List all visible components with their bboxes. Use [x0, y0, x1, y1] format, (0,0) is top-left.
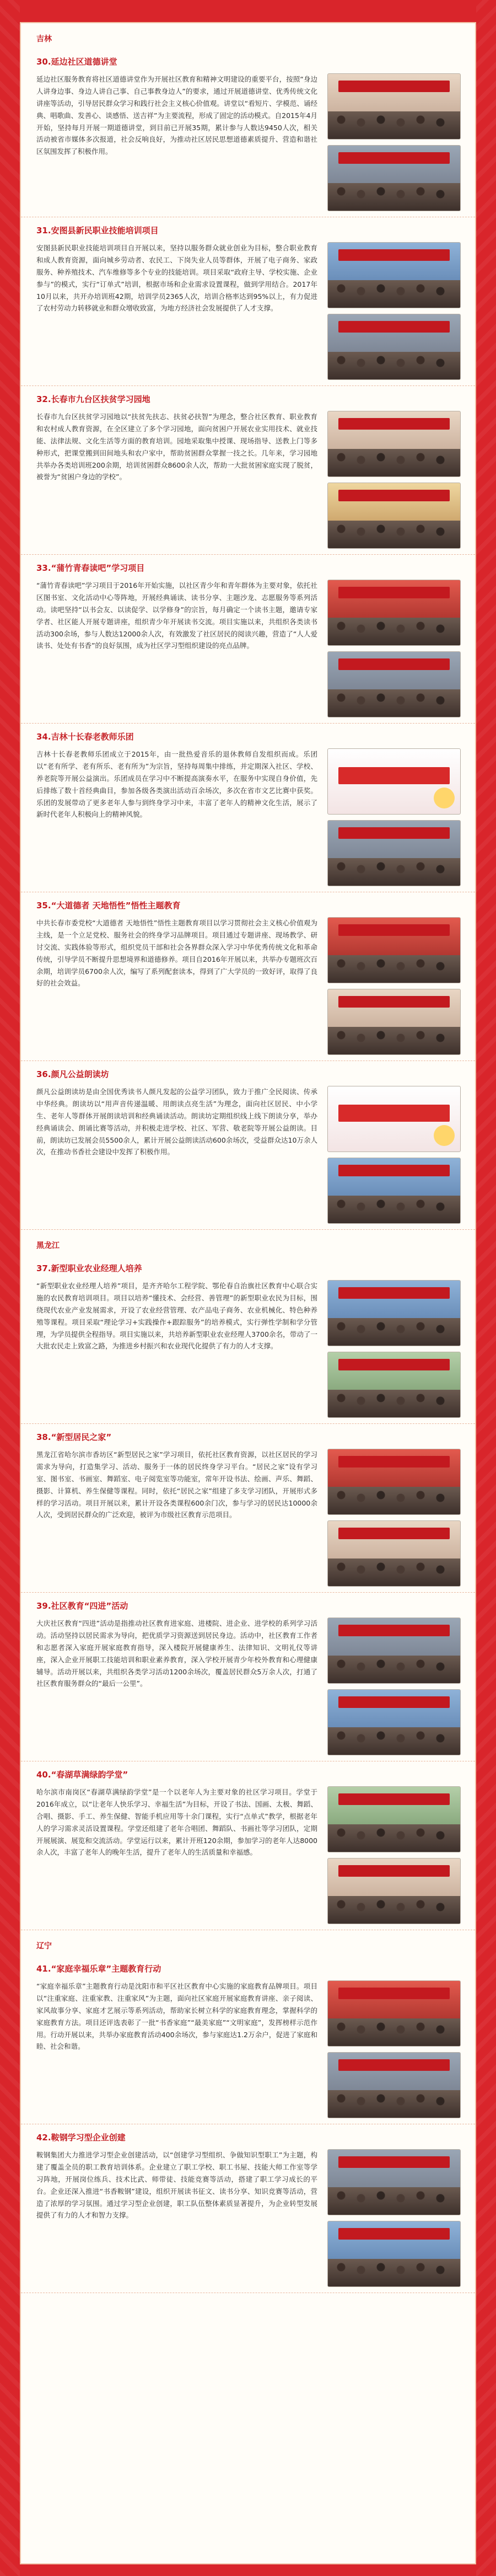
event-photo: [327, 1520, 461, 1587]
project-section: [21, 49, 475, 217]
event-photo: [327, 314, 461, 380]
photo-column: [327, 1280, 460, 1418]
event-photo: [327, 651, 461, 717]
event-photo: [327, 411, 461, 477]
photo-column: [327, 917, 460, 1055]
section-title: 39.社区教育“四进”活动: [36, 1601, 128, 1611]
section-text: 长春市九台区扶贫学习园地以“扶贫先扶志、扶贫必扶智”为理念，整合社区教育、职业教育和农村成人教育资源，在全区建立了多个学习园地，面向贫困户开展农业实用技术、就业技能、法律法规、文化生活等方面的教育培训。园地采取集中授课、现场指导、送教上门等多种形式，把课堂搬到田间地头和农户家中，帮助贫困群众掌握一技之长。几年来，学习园地共举办各类培训班200余期，培训贫困群众8600余人次，帮助一大批贫困家庭实现了脱贫，被誉为“贫困户身边的学校”。: [36, 413, 317, 481]
section-body: [36, 1086, 460, 1224]
section-title: 35.“大道德者 天地悟性”悟性主题教育: [36, 901, 181, 911]
event-photo: [327, 1786, 461, 1852]
section-text: 颜凡公益朗读坊是由全国优秀读书人颜凡发起的公益学习团队，致力于推广全民阅读、传承中华经典。朗读坊以“用声音传递温暖、用朗读点亮生活”为理念，面向社区居民、中小学生、老年人等群体开展朗读培训和经典诵读活动。朗读坊定期组织线上线下朗读分享，举办经典诵读会、朗诵比赛等活动，并积极走进学校、社区、军营、敬老院等开展公益朗读。目前，朗读坊已发展会员5500余人，累计开展公益朗读活动600余场次，受益群众达10万余人次，在推动书香社会建设中发挥了积极作用。: [36, 1088, 317, 1156]
section-text: 鞍钢集团大力推进学习型企业创建活动，以“创建学习型组织、争做知识型职工”为主题，构建了覆盖全员的职工教育培训体系。企业建立了职工学校、职工书屋、技能大师工作室等学习阵地，开展岗位练兵、技术比武、师带徒、技能竞赛等活动，搭建了职工学习成长的平台。企业还深入推进“书香鞍钢”建设，组织开展读书征文、读书分享、知识竞赛等活动，营造了浓厚的学习氛围。通过学习型企业创建，职工队伍整体素质显著提升，为企业转型发展提供了有力的人才和智力支撑。: [36, 2151, 317, 2220]
event-photo: [327, 2149, 461, 2215]
section-body: [36, 1618, 460, 1755]
event-photo: [327, 1858, 461, 1924]
section-body: [36, 1449, 460, 1587]
event-photo: [327, 1618, 461, 1684]
event-photo: [327, 1689, 461, 1755]
section-body: [36, 1280, 460, 1418]
project-section: [21, 1593, 475, 1761]
section-title: 31.安图县新民职业技能培训项目: [36, 226, 159, 235]
section-body: [36, 73, 460, 211]
project-section: [21, 1761, 475, 1930]
project-section: [21, 892, 475, 1061]
section-title: 40.“春湖草满绿韵学堂”: [36, 1770, 128, 1780]
section-title: 36.颜凡公益朗读坊: [36, 1069, 109, 1079]
section-text: 黑龙江省哈尔滨市香坊区“新型居民之家”学习项目，依托社区教育资源，以社区居民的学习需求为导向，打造集学习、活动、服务于一体的居民终身学习平台。“居民之家”设有学习室、图书室、书画室、舞蹈室、电子阅览室等功能室，常年开设书法、绘画、声乐、舞蹈、摄影、计算机、养生保健等课程。同时，依托“居民之家”组建了多支学习团队，开展形式多样的学习活动。项目开展以来，累计开设各类课程600余门次，参与学习的居民达10000余人次，受到居民群众的广泛欢迎，被评为市级社区教育示范项目。: [36, 1450, 317, 1519]
photo-column: [327, 411, 460, 549]
event-photo: [327, 73, 461, 140]
section-title: 41.“家庭幸福乐章”主题教育行动: [36, 1964, 161, 1974]
event-photo: [327, 1980, 461, 2047]
project-section: [21, 1061, 475, 1230]
section-text: “家庭幸福乐章”主题教育行动是沈阳市和平区社区教育中心实施的家庭教育品牌项目。项目以“注重家庭、注重家教、注重家风”为主题，面向社区家庭开展家庭教育讲座、亲子阅读、家风故事分享、家庭才艺展示等系列活动，帮助家长树立科学的家庭教育理念，掌握科学的家庭教育方法。项目还评选表彰了一批“书香家庭”“最美家庭”“文明家庭”，发挥榜样示范作用。行动开展以来，共举办家庭教育活动400余场次，参与家庭达1.2万余户，促进了家庭和睦、社会和谐。: [36, 1982, 317, 2051]
photo-column: [327, 1618, 460, 1755]
region-heading-jilin: 吉林: [36, 35, 52, 44]
project-section: [21, 724, 475, 892]
section-text: 吉林十长春老教师乐团成立于2015年，由一批热爱音乐的退休教师自发组织而成。乐团以“老有所学、老有所乐、老有所为”为宗旨，坚持每周集中排练，并定期深入社区、学校、养老院等开展公益演出。乐团成员在学习中不断提高演奏水平，在服务中实现自身价值，先后排练了数十首经典曲目，参加各级各类演出活动百余场次，多次在省市文艺比赛中获奖。乐团的发展带动了更多老年人参与到终身学习中来，丰富了老年人的精神文化生活，展示了新时代老年人积极向上的精神风貌。: [36, 750, 317, 819]
project-section: [21, 1255, 475, 1424]
event-photo: [327, 820, 461, 886]
project-section: [21, 1424, 475, 1593]
section-text: 中共长春市委党校“大道德者 天地悟性”悟性主题教育项目以学习贯彻社会主义核心价值观为主线，是一个立足党校、服务社会的终身学习品牌项目。项目通过专题讲座、现场教学、研讨交流、实践体验等形式，组织党员干部和社会各界群众深入学习中华优秀传统文化和革命传统，引导学员不断提升思想境界和道德修养。项目自2016年开展以来，共举办专题班次百余期，培训学员6700余人次，编写了系列配套读本，得到了广大学员的一致好评，取得了良好的社会效益。: [36, 919, 317, 988]
photo-column: [327, 580, 460, 717]
poster-image: [327, 748, 461, 815]
project-section: [21, 386, 475, 555]
event-photo: [327, 1280, 461, 1346]
photo-column: [327, 2149, 460, 2287]
event-photo: [327, 1449, 461, 1515]
section-body: [36, 1786, 460, 1924]
section-title: 38.“新型居民之家”: [36, 1432, 112, 1442]
section-body: [36, 2149, 460, 2287]
project-section: [21, 555, 475, 724]
section-body: [36, 580, 460, 717]
section-body: [36, 1980, 460, 2118]
photo-column: [327, 73, 460, 211]
document-panel: [20, 22, 476, 2564]
event-photo: [327, 2052, 461, 2118]
event-photo: [327, 580, 461, 646]
photo-column: [327, 748, 460, 886]
section-text: 安图县新民职业技能培训项目自开展以来，坚持以服务群众就业创业为目标，整合职业教育和成人教育资源，面向城乡劳动者、农民工、下岗失业人员等群体，开展了电子商务、家政服务、种养殖技术、汽车维修等多个专业的技能培训。项目采取“政府主导、学校实施、企业参与”的模式，实行“订单式”培训，根据市场和企业需求设置课程，做到学用结合。2017年10月以来，共开办培训班42期，培训学员2365人次，培训合格率达到95%以上，有力促进了农村劳动力转移就业和群众增收致富，为地方经济社会发展提供了人才支撑。: [36, 244, 317, 313]
event-photo: [327, 989, 461, 1055]
event-photo: [327, 1158, 461, 1224]
project-section: [21, 1956, 475, 2124]
section-body: [36, 917, 460, 1055]
section-title: 34.吉林十长春老教师乐团: [36, 732, 134, 742]
project-section: [21, 217, 475, 386]
photo-column: [327, 1786, 460, 1924]
photo-column: [327, 1449, 460, 1587]
photo-column: [327, 1980, 460, 2118]
event-photo: [327, 145, 461, 211]
section-text: “蒲竹青春读吧”学习项目于2016年开始实施，以社区青少年和青年群体为主要对象，依托社区图书室、文化活动中心等阵地，开展经典诵读、读书分享、主题沙龙、志愿服务等系列活动。读吧坚持“以书会友、以读促学、以学修身”的宗旨，每月确定一个读书主题，邀请专家学者、社区能人开展专题讲座，组织青少年开展读书交流。项目实施以来，共组织各类读书活动300余场，参与人数达12000余人次，有效激发了社区居民的阅读兴趣，营造了“人人爱读书、处处有书香”的良好氛围，成为社区学习型组织建设的亮点品牌。: [36, 581, 317, 650]
region-heading-liaoning: 辽宁: [36, 1942, 52, 1951]
poster-image: [327, 1086, 461, 1152]
section-text: 大庆社区教育“四进”活动是指推动社区教育进家庭、进楼院、进企业、进学校的系列学习活动。活动坚持以居民需求为导向，把优质学习资源送到居民身边。活动中，社区教育工作者和志愿者深入家庭开展家庭教育指导，深入楼院开展健康养生、法律知识、文明礼仪等讲座，深入企业开展职工技能培训和职业素养教育，深入学校开展青少年校外教育和心理健康辅导。活动开展以来，共组织各类学习活动1200余场次，覆盖居民群众5万余人次，打通了社区教育服务群众的“最后一公里”。: [36, 1619, 317, 1688]
section-text: 延边社区服务教育将社区道德讲堂作为开展社区教育和精神文明建设的重要平台，按照“身边人讲身边事、身边人讲自己事、自己事教身边人”的要求，通过开展道德讲堂、优秀传统文化讲座等活动，引导居民群众学习和践行社会主义核心价值观。讲堂以“看短片、学模范、诵经典、唱歌曲、发善心、谈感悟、送吉祥”为主要流程，形成了固定的活动模式。自2015年4月开始，坚持每月开展一期道德讲堂，到目前已开展35期，累计参与人数达9450人次，相关活动被省市媒体多次报道，社会反响良好，为推动社区居民思想道德素质提升、营造和谐社区氛围发挥了积极作用。: [36, 75, 317, 156]
photo-column: [327, 1086, 460, 1224]
project-section: [21, 2124, 475, 2293]
section-body: [36, 748, 460, 886]
event-photo: [327, 1352, 461, 1418]
event-photo: [327, 917, 461, 983]
section-title: 42.鞍钢学习型企业创建: [36, 2133, 126, 2143]
section-text: “新型职业农业经理人培养”项目，是齐齐哈尔工程学院、鄂伦春自治旗社区教育中心联合实施的农民教育培训项目。项目以培养“懂技术、会经营、善管理”的新型职业农民为目标，围绕现代农业产业发展需求，开设了农业经营管理、农产品电子商务、农业机械化、特色种养殖等课程。项目采取“理论学习+实践操作+跟踪服务”的培养模式，实行弹性学制和学分管理，为学员提供全程指导。项目实施以来，共培养新型职业农业经理人3700余名，带动了一大批农民走上致富之路，为推进乡村振兴和农业现代化提供了有力的人才支撑。: [36, 1282, 317, 1351]
section-body: [36, 242, 460, 380]
photo-column: [327, 242, 460, 380]
section-body: [36, 411, 460, 549]
event-photo: [327, 2221, 461, 2287]
section-text: 哈尔滨市南岗区“春湖草满绿韵学堂”是一个以老年人为主要对象的社区学习项目。学堂于2016年成立，以“让老年人快乐学习、幸福生活”为目标，开设了书法、国画、太极、舞蹈、合唱、摄影、手工、养生保健、智能手机应用等十余门课程，实行“点单式”教学，根据老年人的学习需求灵活设置课程。学堂还组建了老年合唱团、舞蹈队、书画社等学习团队，定期开展展演、展览和交流活动。学堂运行以来，累计开班120余期，参加学习的老年人达8000余人次，丰富了老年人的晚年生活，提升了老年人的生活质量和幸福感。: [36, 1788, 317, 1857]
event-photo: [327, 483, 461, 549]
region-heading-heilongjiang: 黑龙江: [36, 1241, 60, 1250]
section-title: 33.“蒲竹青春读吧”学习项目: [36, 563, 145, 573]
section-title: 30.延边社区道德讲堂: [36, 57, 117, 67]
section-title: 32.长春市九台区扶贫学习园地: [36, 394, 150, 404]
event-photo: [327, 242, 461, 308]
section-title: 37.新型职业农业经理人培养: [36, 1263, 142, 1273]
